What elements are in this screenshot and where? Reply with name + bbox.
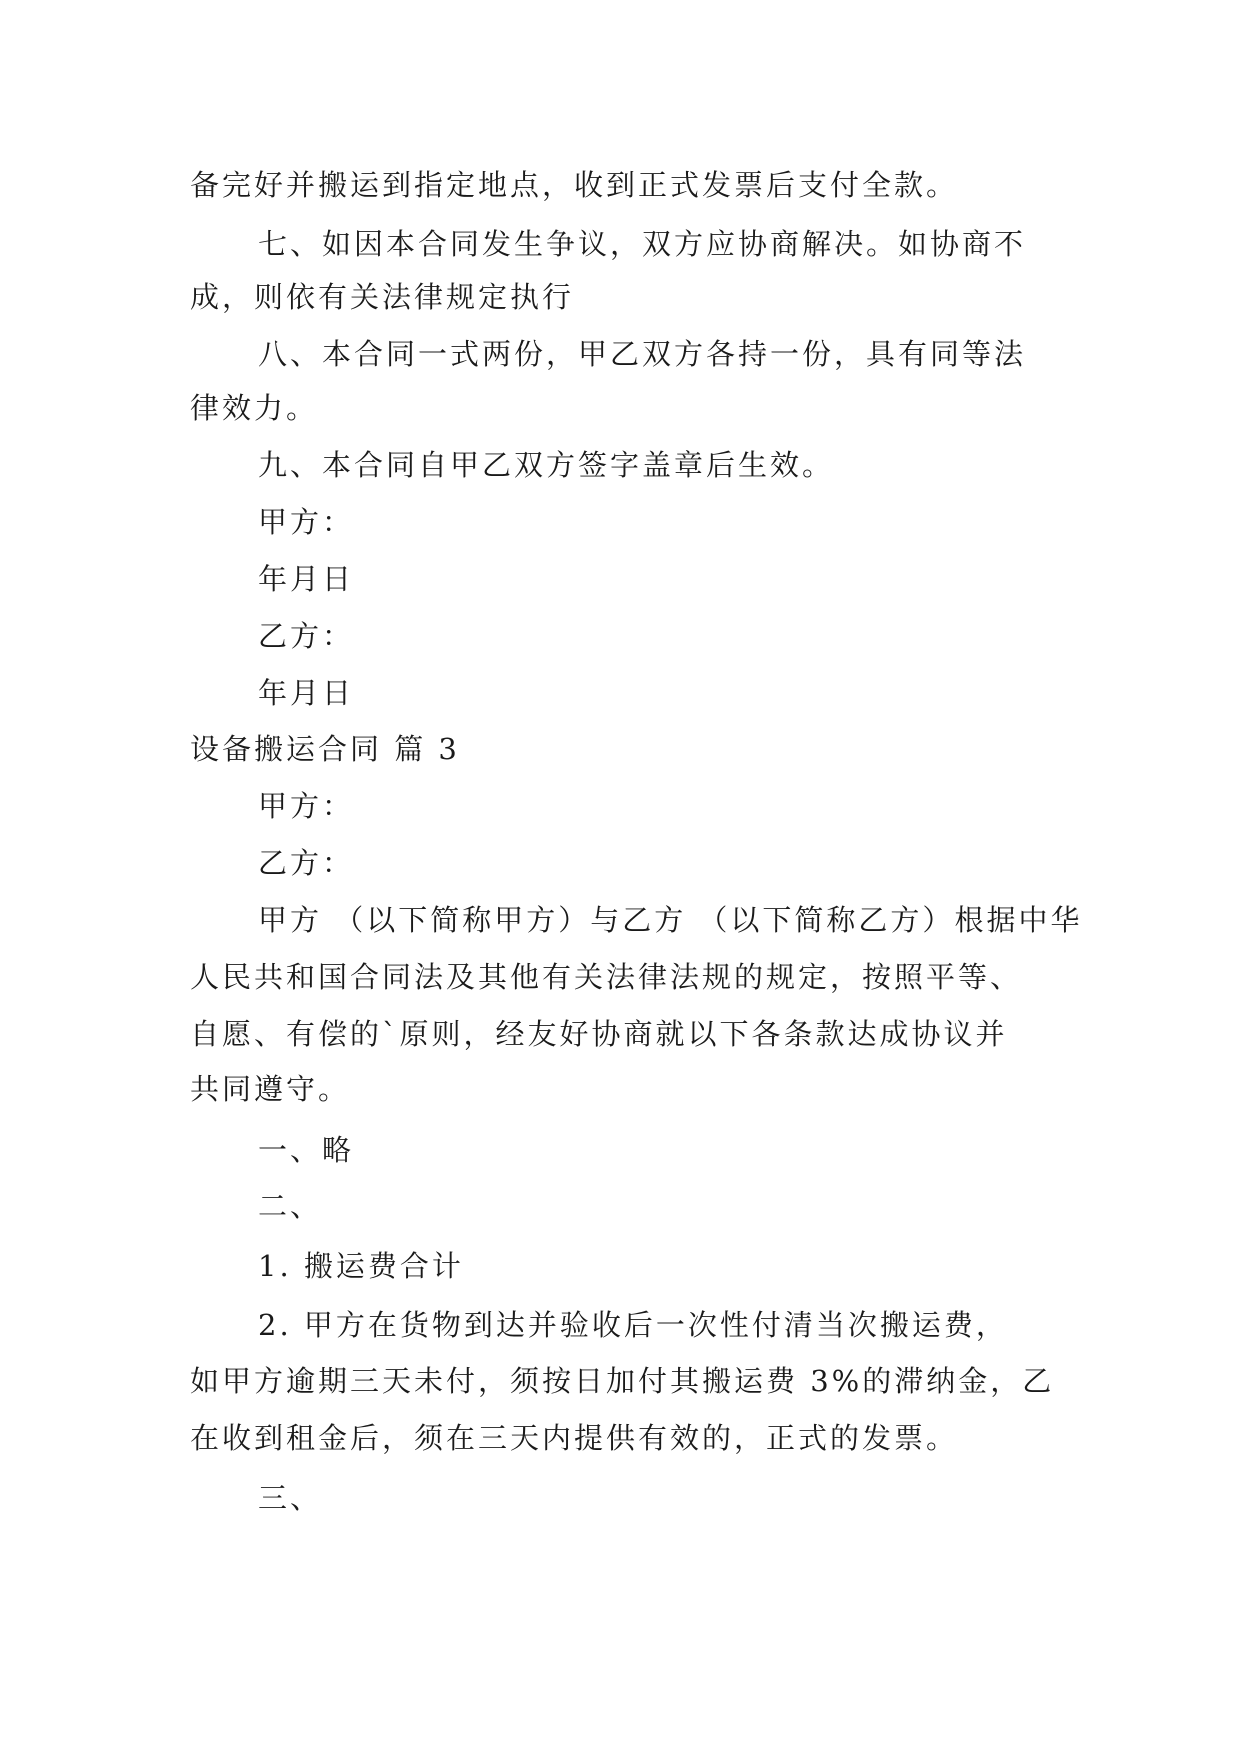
clause-2-item-2-line-2: 如甲方逾期三天未付，须按日加付其搬运费 3%的滞纳金，乙 [190,1364,1055,1398]
preamble-line-4: 共同遵守。 [190,1072,351,1106]
clause-9: 九、本合同自甲乙双方签字盖章后生效。 [258,448,835,482]
clause-7-line-2: 成，则依有关法律规定执行 [190,280,575,314]
text-line-payment-continued: 备完好并搬运到指定地点，收到正式发票后支付全款。 [190,168,959,202]
party-a-label: 甲方： [258,789,355,823]
section-heading: 设备搬运合同 篇 3 [190,732,460,766]
party-b-signature-label: 乙方： [258,619,355,653]
clause-2-item-2-line-3: 在收到租金后，须在三天内提供有效的，正式的发票。 [190,1421,959,1455]
clause-2-item-2-line-1: 2. 甲方在货物到达并验收后一次性付清当次搬运费， [258,1308,1008,1342]
clause-8-line-2: 律效力。 [190,391,319,425]
clause-7-line-1: 七、如因本合同发生争议，双方应协商解决。如协商不 [258,227,1027,261]
clause-2-item-1: 1. 搬运费合计 [258,1249,464,1283]
party-b-label: 乙方： [258,846,355,880]
clause-3: 三、 [258,1481,323,1515]
preamble-line-1: 甲方 （以下简称甲方）与乙方 （以下简称乙方）根据中华 [258,903,1083,937]
party-b-date-label: 年月日 [258,676,355,710]
party-a-date-label: 年月日 [258,562,355,596]
clause-2: 二、 [258,1189,323,1223]
clause-8-line-1: 八、本合同一式两份，甲乙双方各持一份，具有同等法 [258,337,1027,371]
party-a-signature-label: 甲方： [258,505,355,539]
clause-1: 一、略 [258,1133,355,1167]
preamble-line-2: 人民共和国合同法及其他有关法律法规的规定，按照平等、 [190,960,1023,994]
preamble-line-3: 自愿、有偿的`原则，经友好协商就以下各条款达成协议并 [190,1017,1008,1051]
